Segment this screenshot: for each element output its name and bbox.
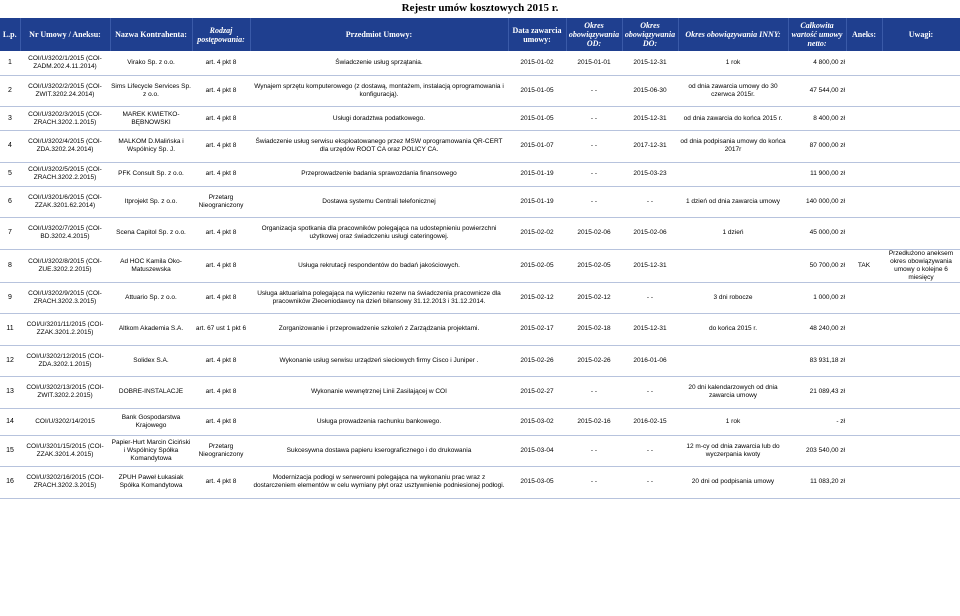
cell-data: 2015-02-12 — [508, 282, 566, 314]
cell-kontrahent: MALKOM D.Malińska i Wspólnicy Sp. J. — [110, 131, 192, 163]
cell-data: 2015-02-05 — [508, 249, 566, 282]
cell-lp: 8 — [0, 249, 20, 282]
cell-rodzaj: art. 4 pkt 8 — [192, 131, 250, 163]
table-row — [0, 51, 960, 75]
cell-rodzaj: art. 4 pkt 8 — [192, 51, 250, 75]
cell-lp: 4 — [0, 131, 20, 163]
cell-rodzaj: Przetarg Nieograniczony — [192, 435, 250, 467]
cell-lp: 9 — [0, 282, 20, 314]
cell-aneks — [846, 314, 882, 346]
cell-kontrahent: Virako Sp. z o.o. — [110, 51, 192, 75]
cell-data: 2015-02-27 — [508, 377, 566, 409]
cell-nr: COI/U/3202/3/2015 (COI-ZRACH.3202.1.2015) — [20, 107, 110, 131]
header-aneks: Aneks: — [846, 18, 882, 51]
page-title: Rejestr umów kosztowych 2015 r. — [401, 2, 559, 14]
cell-data: 2015-03-04 — [508, 435, 566, 467]
cell-wartosc: 48 240,00 zł — [788, 314, 846, 346]
cell-od: 2015-02-06 — [566, 218, 622, 250]
table-row — [0, 314, 960, 346]
cell-przedmiot: Dostawa systemu Centrali telefonicznej — [250, 186, 508, 218]
cell-rodzaj: art. 4 pkt 8 — [192, 107, 250, 131]
cell-inny: od dnia zawarcia do końca 2015 r. — [678, 107, 788, 131]
cell-inny: 3 dni robocze — [678, 282, 788, 314]
cell-przedmiot: Przeprowadzenie badania sprawozdania finansowego — [250, 162, 508, 186]
cell-inny: od dnia podpisania umowy do końca 2017r — [678, 131, 788, 163]
cell-nr: COI/U/3202/12/2015 (COI-ZDA.3202.1.2015) — [20, 345, 110, 377]
cell-inny: 1 dzień od dnia zawarcia umowy — [678, 186, 788, 218]
header-nr: Nr Umowy / Aneksu: — [20, 18, 110, 51]
cell-przedmiot: Modernizacja podłogi w serwerowni polegająca na wykonaniu prac wraz z dostarczeniem elementów w celu wymiany płyt oraz usztywnienie podniesionej podłogi. — [250, 467, 508, 499]
cell-aneks — [846, 282, 882, 314]
cell-aneks — [846, 186, 882, 218]
cell-uwagi — [882, 75, 960, 107]
cell-kontrahent: Bank Gospodarstwa Krajowego — [110, 408, 192, 435]
cell-data: 2015-01-07 — [508, 131, 566, 163]
header-przedmiot: Przedmiot Umowy: — [250, 18, 508, 51]
cell-wartosc: 45 000,00 zł — [788, 218, 846, 250]
header-inny — [678, 18, 788, 51]
cell-uwagi — [882, 408, 960, 435]
cell-uwagi — [882, 51, 960, 75]
cell-wartosc: 11 083,20 zł — [788, 467, 846, 499]
cell-do: 2015-02-06 — [622, 218, 678, 250]
header-wartosc-label: Całkowita wartość umowy netto: — [791, 21, 843, 48]
cell-wartosc: 21 089,43 zł — [788, 377, 846, 409]
table-header-row — [0, 18, 960, 51]
cell-aneks — [846, 51, 882, 75]
cell-lp: 7 — [0, 218, 20, 250]
cell-aneks — [846, 131, 882, 163]
cell-rodzaj: art. 4 pkt 8 — [192, 75, 250, 107]
cell-uwagi — [882, 107, 960, 131]
cell-inny: do końca 2015 r. — [678, 314, 788, 346]
cell-przedmiot: Usługi doradztwa podatkowego. — [250, 107, 508, 131]
cell-przedmiot: Świadczenie usług serwisu eksploatowanego przez MSW oprogramowania QR-CERT dla urzędów ROOT CA oraz POLICY CA. — [250, 131, 508, 163]
cell-nr: COI/U/3202/16/2015 (COI-ZRACH.3202.3.2015) — [20, 467, 110, 499]
cell-wartosc: 8 400,00 zł — [788, 107, 846, 131]
contracts-table — [0, 18, 960, 499]
cell-rodzaj: art. 4 pkt 8 — [192, 162, 250, 186]
header-do — [622, 18, 678, 51]
cell-uwagi — [882, 131, 960, 163]
table-row — [0, 107, 960, 131]
cell-nr: COI/U/3201/15/2015 (COI-ZZAK.3201.4.2015) — [20, 435, 110, 467]
cell-przedmiot: Usługa rekrutacji respondentów do badań jakościowych. — [250, 249, 508, 282]
cell-inny — [678, 345, 788, 377]
table-body — [0, 51, 960, 498]
cell-aneks — [846, 377, 882, 409]
table-row — [0, 408, 960, 435]
table-row — [0, 282, 960, 314]
header-wartosc — [788, 18, 846, 51]
cell-lp: 1 — [0, 51, 20, 75]
cell-przedmiot: Sukcesywna dostawa papieru kserograficznego i do drukowania — [250, 435, 508, 467]
cell-wartosc: 203 540,00 zł — [788, 435, 846, 467]
cell-wartosc: 140 000,00 zł — [788, 186, 846, 218]
cell-wartosc: 87 000,00 zł — [788, 131, 846, 163]
cell-data: 2015-02-26 — [508, 345, 566, 377]
cell-uwagi — [882, 467, 960, 499]
cell-kontrahent: ZPUH Paweł Łukasiak Spółka Komandytowa — [110, 467, 192, 499]
cell-do: - - — [622, 435, 678, 467]
cell-inny — [678, 249, 788, 282]
cell-rodzaj: art. 4 pkt 8 — [192, 408, 250, 435]
cell-przedmiot: Organizacja spotkania dla pracowników polegająca na udostepnieniu powierzchni użytkowej oraz świadczeniu usługi cateringowej. — [250, 218, 508, 250]
cell-od: 2015-01-01 — [566, 51, 622, 75]
cell-lp: 3 — [0, 107, 20, 131]
cell-od: 2015-02-16 — [566, 408, 622, 435]
cell-aneks: TAK — [846, 249, 882, 282]
cell-wartosc: 11 900,00 zł — [788, 162, 846, 186]
header-kontrahent: Nazwa Kontrahenta: — [110, 18, 192, 51]
table-row — [0, 131, 960, 163]
cell-aneks — [846, 345, 882, 377]
header-od — [566, 18, 622, 51]
cell-rodzaj: art. 4 pkt 8 — [192, 467, 250, 499]
header-inny-label: Okres obowiązywania INNY: — [685, 30, 781, 39]
cell-kontrahent: DOBRE-INSTALACJE — [110, 377, 192, 409]
table-row — [0, 249, 960, 282]
cell-inny: 12 m-cy od dnia zawarcia lub do wyczerpania kwoty — [678, 435, 788, 467]
cell-data: 2015-02-02 — [508, 218, 566, 250]
cell-uwagi: Przedłużono aneksem okres obowiązywania umowy o kolejne 6 miesięcy — [882, 249, 960, 282]
cell-inny — [678, 162, 788, 186]
cell-aneks — [846, 162, 882, 186]
cell-aneks — [846, 408, 882, 435]
cell-przedmiot: Wykonanie wewnętrznej Linii Zasilającej w COI — [250, 377, 508, 409]
table-row — [0, 218, 960, 250]
cell-lp: 13 — [0, 377, 20, 409]
cell-od: - - — [566, 377, 622, 409]
cell-do: 2017-12-31 — [622, 131, 678, 163]
cell-lp: 12 — [0, 345, 20, 377]
header-data: Data zawarcia umowy: — [508, 18, 566, 51]
cell-od: 2015-02-26 — [566, 345, 622, 377]
cell-rodzaj: art. 4 pkt 8 — [192, 249, 250, 282]
cell-uwagi — [882, 435, 960, 467]
cell-od: - - — [566, 75, 622, 107]
cell-nr: COI/U/3202/1/2015 (COI-ZADM.202.4.11.2014) — [20, 51, 110, 75]
cell-uwagi — [882, 162, 960, 186]
cell-uwagi — [882, 282, 960, 314]
header-do-label: Okres obowiązywania DO: — [624, 21, 676, 48]
cell-nr: COI/U/3202/5/2015 (COI-ZRACH.3202.2.2015) — [20, 162, 110, 186]
cell-do: 2015-12-31 — [622, 107, 678, 131]
cell-przedmiot: Wykonanie usług serwisu urządzeń sieciowych firmy Cisco i Juniper . — [250, 345, 508, 377]
header-uwagi: Uwagi: — [882, 18, 960, 51]
cell-aneks — [846, 467, 882, 499]
table-row — [0, 377, 960, 409]
cell-nr: COI/U/3202/13/2015 (COI-ZWIT.3202.2.2015) — [20, 377, 110, 409]
cell-rodzaj: art. 4 pkt 8 — [192, 377, 250, 409]
cell-lp: 5 — [0, 162, 20, 186]
cell-aneks — [846, 107, 882, 131]
table-row — [0, 162, 960, 186]
header-rodzaj-label: Rodzaj postępowania: — [197, 25, 245, 44]
table-row — [0, 435, 960, 467]
cell-wartosc: 50 700,00 zł — [788, 249, 846, 282]
cell-do: - - — [622, 467, 678, 499]
header-rodzaj — [192, 18, 250, 51]
cell-lp: 14 — [0, 408, 20, 435]
cell-uwagi — [882, 377, 960, 409]
cell-od: - - — [566, 467, 622, 499]
cell-do: 2015-03-23 — [622, 162, 678, 186]
cell-kontrahent: Scena Capitol Sp. z o.o. — [110, 218, 192, 250]
cell-wartosc: 4 800,00 zł — [788, 51, 846, 75]
cell-do: 2016-02-15 — [622, 408, 678, 435]
cell-od: 2015-02-12 — [566, 282, 622, 314]
cell-do: 2015-12-31 — [622, 51, 678, 75]
cell-przedmiot: Świadczenie usług sprzątania. — [250, 51, 508, 75]
cell-nr: COI/U/3202/14/2015 — [20, 408, 110, 435]
cell-lp: 6 — [0, 186, 20, 218]
cell-kontrahent: Itprojekt Sp. z o.o. — [110, 186, 192, 218]
cell-do: 2015-12-31 — [622, 249, 678, 282]
cell-data: 2015-03-02 — [508, 408, 566, 435]
cell-inny: 20 dni kalendarzowych od dnia zawarcia umowy — [678, 377, 788, 409]
cell-inny: od dnia zawarcia umowy do 30 czerwca 2015r. — [678, 75, 788, 107]
cell-do: 2015-06-30 — [622, 75, 678, 107]
cell-rodzaj: Przetarg Nieograniczony — [192, 186, 250, 218]
cell-nr: COI/U/3202/2/2015 (COI-ZWIT.3202.24.2014) — [20, 75, 110, 107]
cell-kontrahent: Sims Lifecycle Services Sp. z o.o. — [110, 75, 192, 107]
cell-od: - - — [566, 131, 622, 163]
cell-nr: COI/U/3202/8/2015 (COI-ZUE.3202.2.2015) — [20, 249, 110, 282]
cell-przedmiot: Wynajem sprzętu komputerowego (z dostawą, montażem, instalacją oprogramowania i konfiguracją). — [250, 75, 508, 107]
cell-lp: 11 — [0, 314, 20, 346]
table-row — [0, 75, 960, 107]
cell-wartosc: - zł — [788, 408, 846, 435]
header-od-label: Okres obowiązywania OD: — [568, 21, 620, 48]
cell-wartosc: 47 544,00 zł — [788, 75, 846, 107]
cell-uwagi — [882, 218, 960, 250]
cell-kontrahent: Attuario Sp. z o.o. — [110, 282, 192, 314]
cell-data: 2015-01-02 — [508, 51, 566, 75]
cell-do: 2015-12-31 — [622, 314, 678, 346]
cell-od: - - — [566, 107, 622, 131]
cell-data: 2015-03-05 — [508, 467, 566, 499]
cell-inny: 1 dzień — [678, 218, 788, 250]
cell-nr: COI/U/3201/6/2015 (COI-ZZAK.3201.62.2014) — [20, 186, 110, 218]
table-row — [0, 467, 960, 499]
cell-od: - - — [566, 435, 622, 467]
header-lp: L.p. — [0, 18, 20, 51]
cell-kontrahent: Altkom Akademia S.A. — [110, 314, 192, 346]
cell-aneks — [846, 218, 882, 250]
cell-rodzaj: art. 4 pkt 8 — [192, 218, 250, 250]
cell-data: 2015-01-19 — [508, 162, 566, 186]
cell-do: - - — [622, 186, 678, 218]
cell-rodzaj: art. 67 ust 1 pkt 6 — [192, 314, 250, 346]
cell-lp: 16 — [0, 467, 20, 499]
cell-nr: COI/U/3201/11/2015 (COI-ZZAK.3201.2.2015) — [20, 314, 110, 346]
cell-od: - - — [566, 186, 622, 218]
cell-kontrahent: PFK Consult Sp. z o.o. — [110, 162, 192, 186]
cell-inny: 1 rok — [678, 408, 788, 435]
cell-uwagi — [882, 186, 960, 218]
cell-data: 2015-01-05 — [508, 107, 566, 131]
table-row — [0, 345, 960, 377]
cell-kontrahent: MAREK KWIETKO-BĘBNOWSKI — [110, 107, 192, 131]
cell-wartosc: 1 000,00 zł — [788, 282, 846, 314]
cell-lp: 15 — [0, 435, 20, 467]
cell-od: 2015-02-05 — [566, 249, 622, 282]
cell-data: 2015-01-19 — [508, 186, 566, 218]
cell-do: - - — [622, 282, 678, 314]
cell-kontrahent: Papier-Hurt Marcin Ciciński i Wspólnicy Spółka Komandytowa — [110, 435, 192, 467]
cell-przedmiot: Usługa aktuarialna polegająca na wyliczeniu rezerw na świadczenia pracownicze dla pracowników Zleceniodawcy na dzień bilansowy 31.12.2013 i 31.12.2014. — [250, 282, 508, 314]
cell-lp: 2 — [0, 75, 20, 107]
cell-rodzaj: art. 4 pkt 8 — [192, 282, 250, 314]
cell-przedmiot: Zorganizowanie i przeprowadzenie szkoleń z Zarządzania projektami. — [250, 314, 508, 346]
cell-data: 2015-02-17 — [508, 314, 566, 346]
cell-przedmiot: Usługa prowadzenia rachunku bankowego. — [250, 408, 508, 435]
cell-rodzaj: art. 4 pkt 8 — [192, 345, 250, 377]
cell-od: - - — [566, 162, 622, 186]
cell-nr: COI/U/3202/9/2015 (COI-ZRACH.3202.3.2015) — [20, 282, 110, 314]
cell-kontrahent: Solidex S.A. — [110, 345, 192, 377]
cell-aneks — [846, 435, 882, 467]
cell-uwagi — [882, 314, 960, 346]
cell-wartosc: 83 931,18 zł — [788, 345, 846, 377]
cell-do: 2016-01-06 — [622, 345, 678, 377]
cell-do: - - — [622, 377, 678, 409]
cell-nr: COI/U/3202/7/2015 (COI-BD.3202.4.2015) — [20, 218, 110, 250]
cell-aneks — [846, 75, 882, 107]
cell-data: 2015-01-05 — [508, 75, 566, 107]
cell-od: 2015-02-18 — [566, 314, 622, 346]
cell-inny: 1 rok — [678, 51, 788, 75]
cell-nr: COI/U/3202/4/2015 (COI-ZDA.3202.24.2014) — [20, 131, 110, 163]
cell-inny: 20 dni od podpisania umowy — [678, 467, 788, 499]
cell-uwagi — [882, 345, 960, 377]
table-row — [0, 186, 960, 218]
cell-kontrahent: Ad HOC Kamila Oko-Matuszewska — [110, 249, 192, 282]
